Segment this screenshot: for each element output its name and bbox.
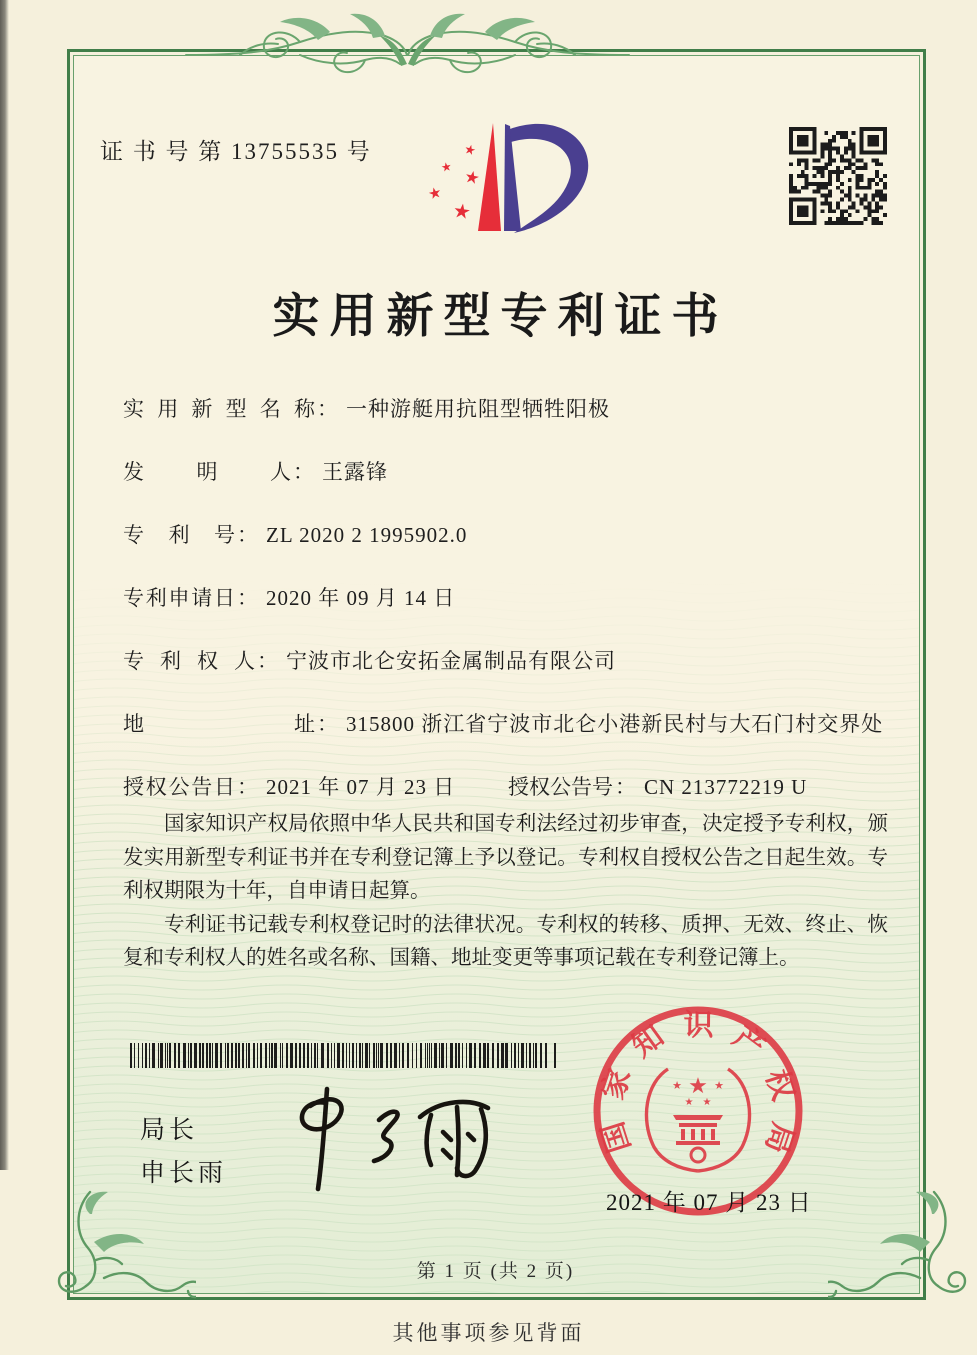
svg-text:★: ★ bbox=[688, 1074, 708, 1099]
svg-text:★: ★ bbox=[439, 159, 453, 175]
field-label: 实用新型名称 bbox=[123, 397, 315, 421]
officer-name: 申长雨 bbox=[140, 1160, 228, 1187]
field-row-name bbox=[123, 393, 903, 456]
certificate-title: 实用新型专利证书 bbox=[272, 291, 729, 343]
field-value: 315800 浙江省宁波市北仑小港新民村与大石门村交界处 bbox=[346, 712, 884, 736]
field-row-filing-date bbox=[123, 582, 903, 645]
director-signature bbox=[282, 1086, 517, 1198]
cnipa-logo-icon bbox=[420, 113, 610, 245]
field-value: ZL 2020 2 1995902.0 bbox=[266, 523, 468, 547]
legal-text-block bbox=[123, 808, 888, 976]
seal-date: 2021 年 07 月 23 日 bbox=[606, 1190, 812, 1215]
grant-no-pair bbox=[508, 771, 807, 801]
svg-text:★: ★ bbox=[451, 197, 473, 225]
field-colon: ： bbox=[257, 649, 278, 673]
field-colon: ： bbox=[237, 775, 258, 799]
seal-text: 国家知识产权局 bbox=[596, 1009, 800, 1158]
scan-edge-artifact bbox=[0, 0, 9, 1170]
field-label: 专利申请日 bbox=[123, 586, 235, 610]
field-row-address bbox=[123, 708, 903, 771]
field-value: 王露锋 bbox=[322, 460, 388, 484]
top-ornament-flourish bbox=[180, 6, 635, 106]
officer-title: 局长 bbox=[140, 1117, 199, 1144]
field-colon: ： bbox=[317, 397, 338, 421]
svg-text:★: ★ bbox=[462, 141, 478, 160]
field-label: 地址 bbox=[123, 712, 315, 736]
certificate-fields bbox=[123, 393, 903, 834]
svg-text:★: ★ bbox=[672, 1079, 682, 1092]
field-label: 专利号 bbox=[123, 523, 235, 547]
barcode bbox=[130, 1043, 558, 1073]
body-paragraph: 国家知识产权局依照中华人民共和国专利法经过初步审查，决定授予专利权，颁发实用新型专利证书并在专利登记簿上予以登记。专利权自授权公告之日起生效。专利权期限为十年，自申请日起算。 bbox=[123, 813, 888, 902]
field-value: 2020 年 09 月 14 日 bbox=[266, 586, 456, 610]
field-label: 专利权人 bbox=[123, 649, 255, 673]
field-row-patent-no bbox=[123, 519, 903, 582]
field-colon: ： bbox=[317, 712, 338, 736]
grant-no-label: 授权公告号 bbox=[508, 775, 613, 799]
svg-text:★: ★ bbox=[462, 166, 482, 190]
certificate-number: 证 书 号 第 13755535 号 bbox=[100, 139, 372, 164]
field-colon: ： bbox=[237, 586, 258, 610]
field-label: 发明人 bbox=[123, 460, 291, 484]
field-colon: ： bbox=[293, 460, 314, 484]
body-paragraph: 专利证书记载专利权登记时的法律状况。专利权的转移、质押、无效、终止、恢复和专利权人的姓名或名称、国籍、地址变更等事项记载在专利登记簿上。 bbox=[123, 913, 888, 969]
field-value: 宁波市北仑安拓金属制品有限公司 bbox=[286, 649, 616, 673]
svg-text:★: ★ bbox=[702, 1097, 712, 1108]
field-row-inventor bbox=[123, 456, 903, 519]
page-number: 第 1 页 (共 2 页) bbox=[416, 1261, 575, 1282]
grant-date-label: 授权公告日 bbox=[123, 775, 235, 799]
field-value: 一种游艇用抗阻型牺牲阳极 bbox=[346, 397, 610, 421]
svg-text:★: ★ bbox=[684, 1097, 694, 1108]
grant-no-value: CN 213772219 U bbox=[644, 775, 808, 799]
grant-date-value: 2021 年 07 月 23 日 bbox=[266, 775, 456, 799]
field-colon: ： bbox=[615, 775, 636, 799]
field-colon: ： bbox=[237, 523, 258, 547]
field-row-patentee bbox=[123, 645, 903, 708]
back-note: 其他事项参见背面 bbox=[392, 1321, 585, 1345]
svg-text:★: ★ bbox=[714, 1079, 724, 1092]
qr-code bbox=[789, 127, 887, 225]
svg-text:★: ★ bbox=[426, 182, 444, 204]
